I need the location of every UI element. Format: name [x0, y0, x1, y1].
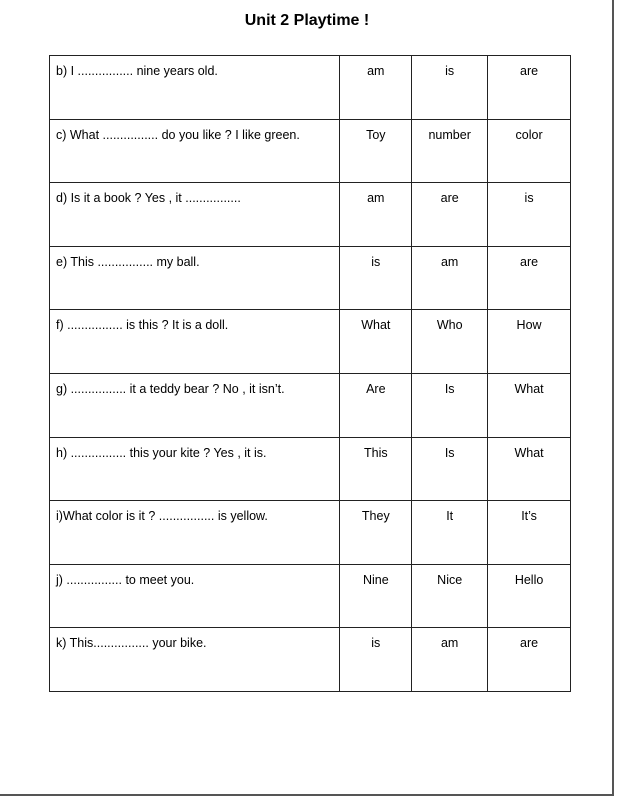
question-cell: g) ................ it a teddy bear ? No , it isn’t.	[50, 373, 340, 437]
table-row	[50, 373, 571, 437]
table-row	[50, 564, 571, 628]
table-row	[50, 183, 571, 247]
option-cell: color	[488, 119, 571, 183]
option-cell: Are	[340, 373, 412, 437]
option-cell: What	[488, 373, 571, 437]
table-row	[50, 56, 571, 120]
table-row	[50, 119, 571, 183]
option-cell: What	[488, 437, 571, 501]
table-row	[50, 310, 571, 374]
question-cell: d) Is it a book ? Yes , it ................	[50, 183, 340, 247]
table-row	[50, 246, 571, 310]
question-cell: j) ................ to meet you.	[50, 564, 340, 628]
option-cell: Hello	[488, 564, 571, 628]
option-cell: Is	[412, 373, 488, 437]
option-cell: is	[488, 183, 571, 247]
page-title: Unit 2 Playtime !	[244, 12, 370, 29]
option-cell: are	[488, 56, 571, 120]
option-cell: am	[412, 628, 488, 692]
question-cell: f) ................ is this ? It is a doll.	[50, 310, 340, 374]
question-cell: k) This................ your bike.	[50, 628, 340, 692]
option-cell: Nine	[340, 564, 412, 628]
option-cell: They	[340, 501, 412, 565]
option-cell: am	[340, 56, 412, 120]
option-cell: How	[488, 310, 571, 374]
option-cell: Is	[412, 437, 488, 501]
option-cell: am	[412, 246, 488, 310]
option-cell: are	[488, 628, 571, 692]
option-cell: is	[340, 246, 412, 310]
option-cell: are	[412, 183, 488, 247]
option-cell: This	[340, 437, 412, 501]
option-cell: are	[488, 246, 571, 310]
option-cell: It’s	[488, 501, 571, 565]
option-cell: It	[412, 501, 488, 565]
question-cell: b) I ................ nine years old.	[50, 56, 340, 120]
table-row	[50, 501, 571, 565]
table-row	[50, 437, 571, 501]
option-cell: is	[340, 628, 412, 692]
option-cell: Nice	[412, 564, 488, 628]
quiz-table	[49, 55, 571, 692]
option-cell: am	[340, 183, 412, 247]
question-cell: c) What ................ do you like ? I like green.	[50, 119, 340, 183]
option-cell: is	[412, 56, 488, 120]
option-cell: Who	[412, 310, 488, 374]
option-cell: What	[340, 310, 412, 374]
table-row	[50, 628, 571, 692]
question-cell: i)What color is it ? ................ is yellow.	[50, 501, 340, 565]
question-cell: h) ................ this your kite ? Yes , it is.	[50, 437, 340, 501]
question-cell: e) This ................ my ball.	[50, 246, 340, 310]
option-cell: number	[412, 119, 488, 183]
option-cell: Toy	[340, 119, 412, 183]
